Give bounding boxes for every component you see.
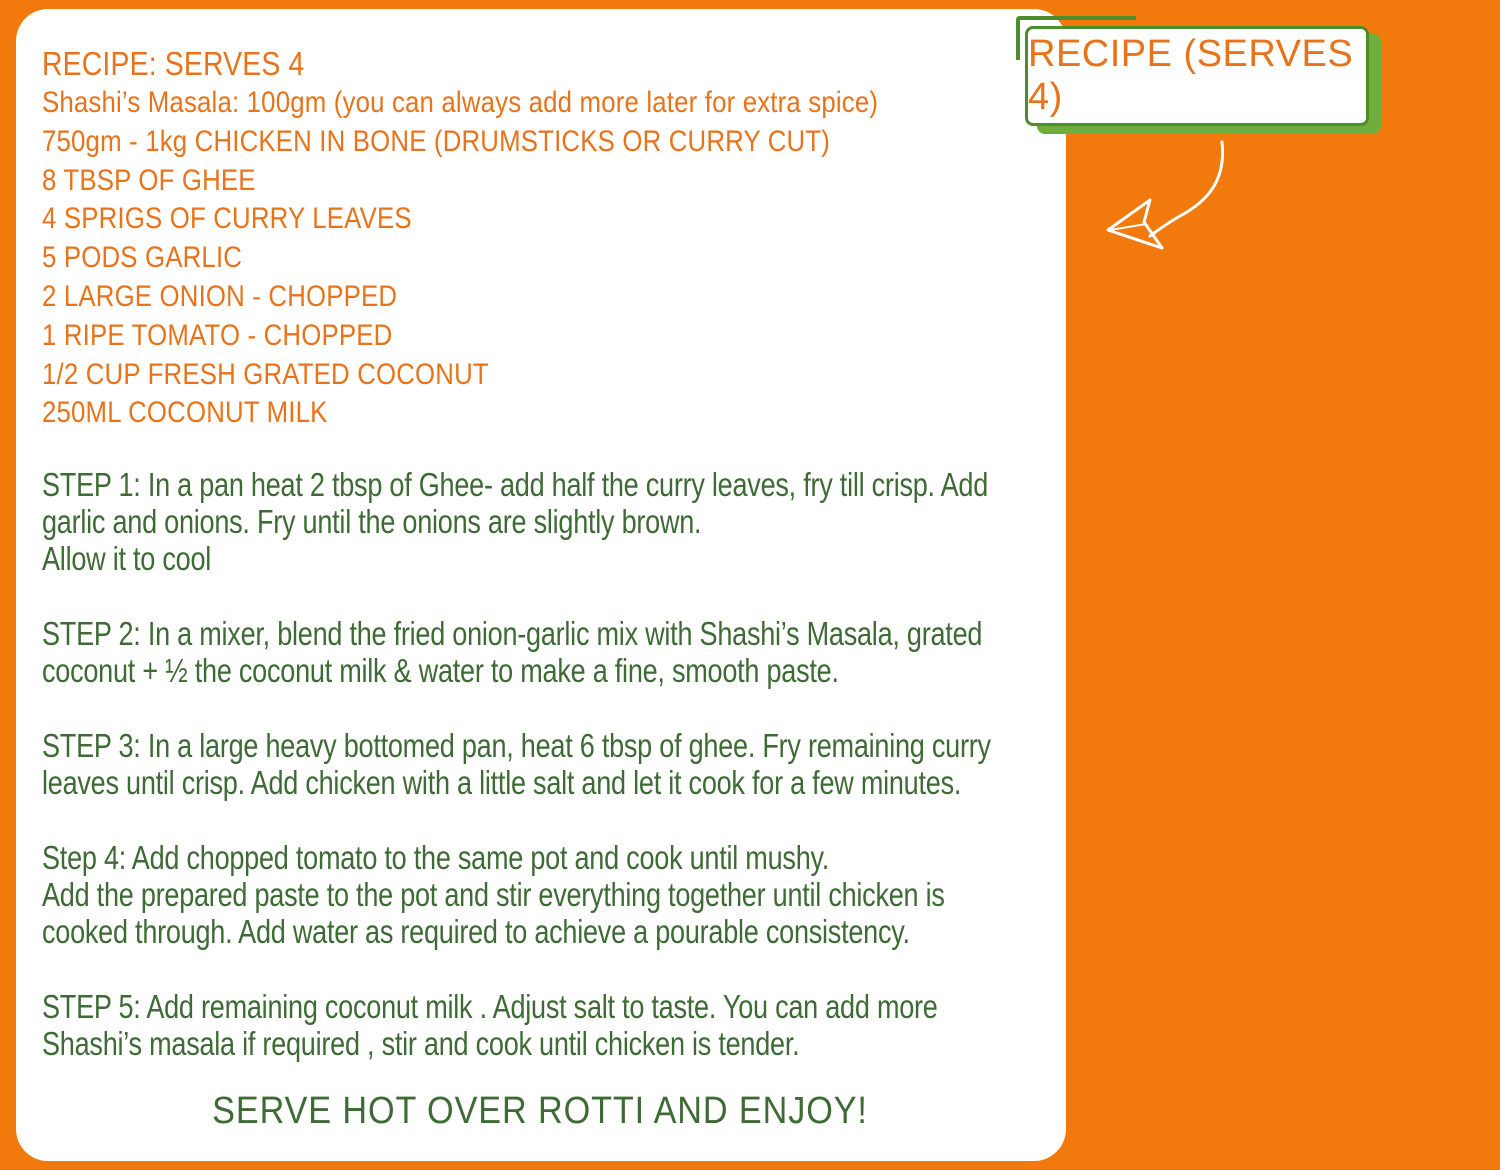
step-text: STEP 1: In a pan heat 2 tbsp of Ghee- add half the curry leaves, fry till crisp. Add garlic and onions. Fry until the onions are slightly brown.: [42, 466, 989, 540]
step-1: [42, 466, 1034, 577]
ingredient-item: 2 LARGE ONION - CHOPPED: [42, 279, 398, 313]
step-4: [42, 839, 1034, 950]
step-3: [42, 727, 1034, 801]
step-text: STEP 2: In a mixer, blend the fried onion-garlic mix with Shashi’s Masala, grated coconut + ½ the coconut milk & water to make a fine, smooth paste.: [42, 615, 983, 689]
ingredient-item: 250ML COCONUT MILK: [42, 396, 328, 430]
ingredients-list: [42, 44, 1014, 433]
curved-arrow-icon: [1100, 138, 1240, 258]
step-text: STEP 5: Add remaining coconut milk . Adjust salt to taste. You can add more Shashi’s masala if required , stir and cook until chicken is tender.: [42, 988, 938, 1062]
ingredient-item: 1/2 CUP FRESH GRATED COCONUT: [42, 357, 489, 391]
step-text: Add the prepared paste to the pot and stir everything together until chicken is cooked through. Add water as required to achieve a pourable consistency.: [42, 876, 945, 950]
ingredient-item: Shashi’s Masala: 100gm (you can always add more later for extra spice): [42, 86, 879, 119]
step-2: [42, 615, 1034, 689]
ingredient-item: 5 PODS GARLIC: [42, 241, 243, 275]
serving-note: SERVE HOT OVER ROTTI AND ENJOY!: [212, 1090, 868, 1132]
ingredients-heading: RECIPE: SERVES 4: [42, 45, 305, 82]
ingredient-item: 8 TBSP OF GHEE: [42, 163, 256, 197]
step-text: Allow it to cool: [42, 540, 212, 577]
steps-list: [42, 466, 1034, 1100]
ingredient-item: 750gm - 1kg CHICKEN IN BONE (DRUMSTICKS OR CURRY CUT): [42, 124, 831, 158]
ingredient-item: 1 RIPE TOMATO - CHOPPED: [42, 318, 393, 352]
step-5: [42, 988, 1034, 1062]
step-text: Step 4: Add chopped tomato to the same pot and cook until mushy.: [42, 839, 830, 876]
ingredient-item: 4 SPRIGS OF CURRY LEAVES: [42, 202, 412, 236]
step-text: STEP 3: In a large heavy bottomed pan, heat 6 tbsp of ghee. Fry remaining curry leaves until crisp. Add chicken with a little salt and let it cook for a few minutes.: [42, 727, 991, 801]
recipe-label: RECIPE (SERVES 4): [1025, 26, 1369, 126]
